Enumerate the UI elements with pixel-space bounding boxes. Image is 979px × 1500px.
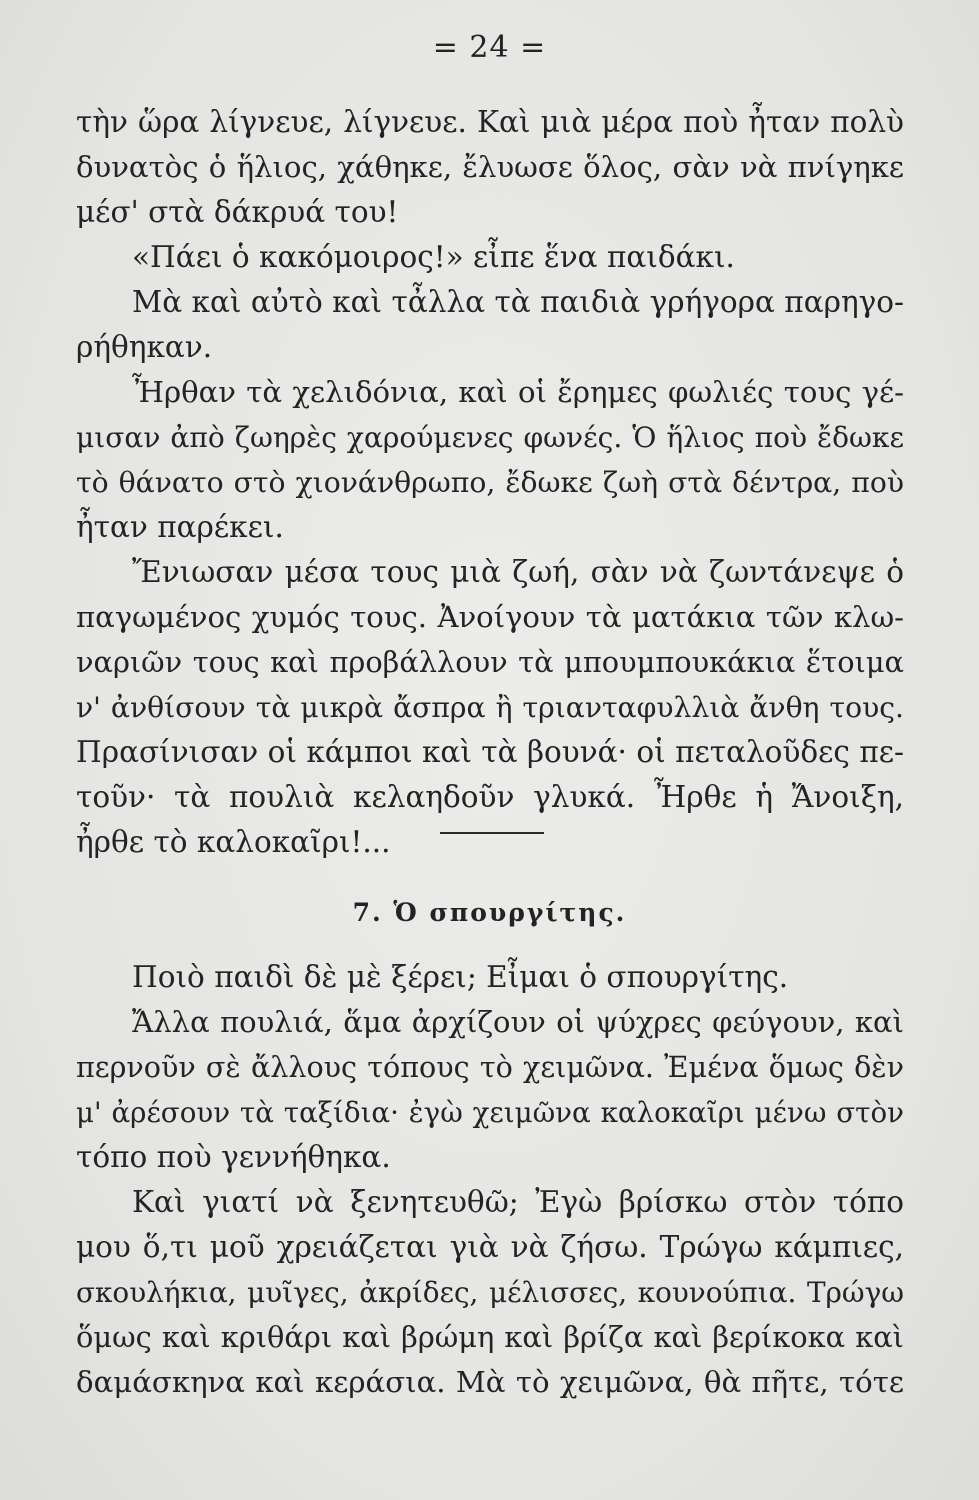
text-line: Ἦρθαν τὰ χελιδόνια, καὶ οἱ ἔρημες φωλιές τους γέ- <box>132 375 904 409</box>
text-line: μέσ' στὰ δάκρυά του! <box>76 195 399 229</box>
text-line: ἦταν παρέκει. <box>76 510 284 544</box>
text-line: ὅμως καὶ κριθάρι καὶ βρώμη καὶ βρίζα καὶ βερίκοκα καὶ <box>76 1320 904 1354</box>
text-block-part2 <box>76 955 904 1405</box>
section-divider <box>440 832 544 834</box>
text-line: ἦρθε τὸ καλοκαῖρι!... <box>76 825 391 859</box>
text-line: ν' ἀνθίσουν τὰ μικρὰ ἄσπρα ἢ τριανταφυλλιὰ ἄνθη τους. <box>76 691 904 724</box>
text-block-part1 <box>76 100 904 865</box>
text-line: Καὶ γιατί νὰ ξενητευθῶ; Ἐγὼ βρίσκω στὸν τόπο <box>132 1185 904 1219</box>
text-line: σκουλήκια, μυῖγες, ἀκρίδες, μέλισσες, κουνούπια. Τρώγω <box>76 1276 904 1309</box>
text-line: ρήθηκαν. <box>76 330 213 364</box>
text-line: μου ὅ,τι μοῦ χρειάζεται γιὰ νὰ ζήσω. Τρώγω κάμπιες, <box>76 1230 904 1264</box>
text-line: τὴν ὥρα λίγνευε, λίγνευε. Καὶ μιὰ μέρα ποὺ ἦταν πολὺ <box>76 105 904 139</box>
text-line: Ἔνιωσαν μέσα τους μιὰ ζωή, σὰν νὰ ζωντάνεψε ὁ <box>132 555 904 589</box>
text-line: δυνατὸς ὁ ἥλιος, χάθηκε, ἔλυωσε ὅλος, σὰν νὰ πνίγηκε <box>76 150 904 184</box>
text-line: παγωμένος χυμός τους. Ἀνοίγουν τὰ ματάκια τῶν κλω- <box>76 600 904 634</box>
text-line: Πρασίνισαν οἱ κάμποι καὶ τὰ βουνά· οἱ πεταλοῦδες πε- <box>76 735 904 769</box>
text-line: μισαν ἀπὸ ζωηρὲς χαρούμενες φωνές. Ὁ ἥλιος ποὺ ἔδωκε <box>76 421 904 454</box>
section-heading: 7. Ὁ σπουργίτης. <box>352 898 627 927</box>
text-line: δαμάσκηνα καὶ κεράσια. Μὰ τὸ χειμῶνα, θὰ πῆτε, τότε <box>76 1365 904 1399</box>
page-number: = 24 = <box>432 30 547 65</box>
text-line: μ' ἀρέσουν τὰ ταξίδια· ἐγὼ χειμῶνα καλοκαῖρι μένω στὸν <box>76 1096 904 1129</box>
text-line: Ποιὸ παιδὶ δὲ μὲ ξέρει; Εἶμαι ὁ σπουργίτης. <box>132 960 789 994</box>
text-line: Μὰ καὶ αὐτὸ καὶ τἆλλα τὰ παιδιὰ γρήγορα παρηγο- <box>132 285 904 319</box>
text-line: περνοῦν σὲ ἄλλους τόπους τὸ χειμῶνα. Ἐμένα ὅμως δὲν <box>76 1050 904 1084</box>
text-line: τόπο ποὺ γεννήθηκα. <box>76 1140 391 1174</box>
text-line: τὸ θάνατο στὸ χιονάνθρωπο, ἔδωκε ζωὴ στὰ δέντρα, ποὺ <box>76 466 904 499</box>
text-line: ναριῶν τους καὶ προβάλλουν τὰ μπουμπουκάκια ἕτοιμα <box>76 645 904 679</box>
text-line: Ἄλλα πουλιά, ἅμα ἀρχίζουν οἱ ψύχρες φεύγουν, καὶ <box>132 1005 904 1039</box>
text-line: τοῦν· τὰ πουλιὰ κελαηδοῦν γλυκά. Ἦρθε ἡ Ἄνοιξη, <box>76 780 904 814</box>
text-line: «Πάει ὁ κακόμοιρος!» εἶπε ἕνα παιδάκι. <box>132 240 735 274</box>
